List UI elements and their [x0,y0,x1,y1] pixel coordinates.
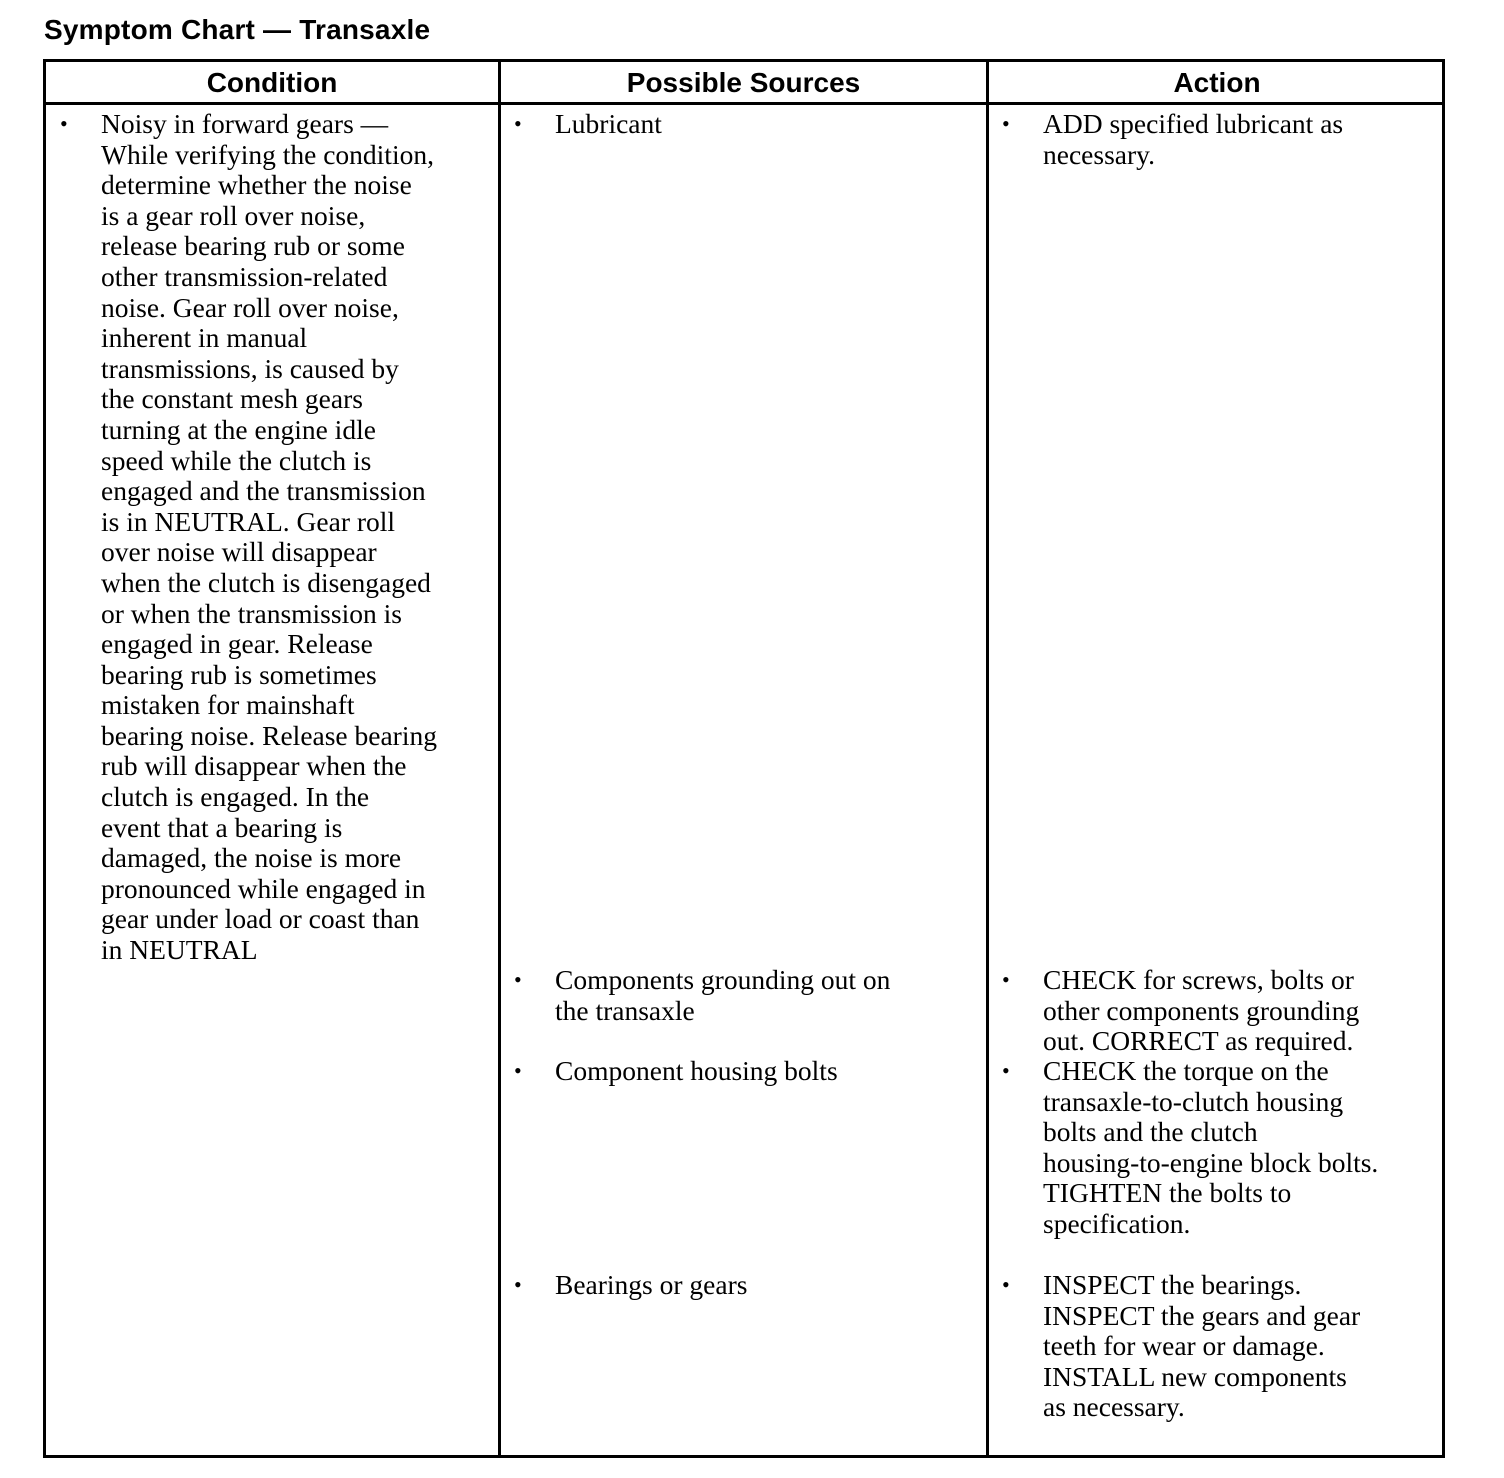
source-text [555,109,662,140]
text-line: pronounced while engaged in [101,872,426,904]
text-line: clutch is engaged. In the [101,781,370,813]
source-text [555,1056,838,1087]
text-line: INSPECT the bearings. [1043,1269,1302,1300]
text-line: rub will disappear when the [101,750,407,782]
text-line: teeth for wear or damage. [1043,1330,1325,1362]
source-text [555,1270,747,1301]
text-line: bolts and the clutch [1043,1116,1258,1148]
chart-title: Symptom Chart — Transaxle [44,14,431,45]
text-line: TIGHTEN the bolts to [1043,1177,1292,1209]
bullet-icon: • [1002,1058,1010,1083]
text-line: is a gear roll over noise, [101,199,366,231]
text-line: bearing rub is sometimes [101,658,377,690]
text-line: Components grounding out on [555,964,891,995]
text-line: when the clutch is disengaged [101,566,431,598]
bullet-icon: • [514,967,522,992]
header-divider [46,102,1442,105]
text-line: Bearings or gears [555,1269,748,1300]
text-line: out. CORRECT as required. [1043,1025,1354,1057]
text-line: turning at the engine idle [101,413,376,445]
text-line: engaged in gear. Release [101,628,373,660]
text-line: or when the transmission is [101,597,402,629]
text-line: the constant mesh gears [101,383,363,415]
text-line: determine whether the noise [101,169,412,201]
text-line: CHECK for screws, bolts or [1043,964,1354,995]
bullet-icon: • [60,111,68,136]
text-line: housing-to-engine block bolts. [1043,1146,1379,1178]
text-line: transaxle-to-clutch housing [1043,1085,1344,1117]
column-divider [986,62,989,1455]
text-line: mistaken for mainshaft [101,689,355,721]
source-text [555,965,890,1026]
text-line: event that a bearing is [101,811,343,843]
text-line: ADD specified lubricant as [1043,108,1344,139]
action-text [1043,1270,1360,1423]
text-line: Noisy in forward gears — [101,108,389,139]
text-line: necessary. [1043,138,1155,170]
action-text [1043,1056,1378,1240]
header-action: Action [1173,67,1261,98]
header-condition: Condition [206,67,338,98]
text-line: is in NEUTRAL. Gear roll [101,505,396,537]
header-possible-sources: Possible Sources [626,67,861,98]
text-line: as necessary. [1043,1391,1185,1423]
action-text [1043,965,1359,1057]
bullet-icon: • [514,1272,522,1297]
text-line: over noise will disappear [101,536,377,568]
bullet-icon: • [1002,967,1010,992]
text-line: INSTALL new components [1043,1360,1347,1392]
text-line: inherent in manual [101,322,308,354]
action-text [1043,109,1343,170]
text-line: While verifying the condition, [101,138,434,170]
text-line: bearing noise. Release bearing [101,719,437,751]
text-line: CHECK the torque on the [1043,1055,1329,1086]
text-line: other transmission-related [101,260,388,292]
text-line: damaged, the noise is more [101,842,402,874]
text-line: speed while the clutch is [101,444,372,476]
text-line: the transaxle [555,994,695,1026]
text-line: gear under load or coast than [101,903,420,935]
bullet-icon: • [1002,111,1010,136]
bullet-icon: • [514,1058,522,1083]
text-line: transmissions, is caused by [101,352,399,384]
text-line: Lubricant [555,108,662,139]
condition-text [101,109,437,966]
bullet-icon: • [514,111,522,136]
text-line: noise. Gear roll over noise, [101,291,399,323]
bullet-icon: • [1002,1272,1010,1297]
text-line: other components grounding [1043,994,1360,1026]
text-line: in NEUTRAL [101,934,258,966]
column-divider [498,62,501,1455]
symptom-table [43,59,1445,1458]
text-line: INSPECT the gears and gear [1043,1299,1361,1331]
text-line: specification. [1043,1207,1191,1239]
text-line: engaged and the transmission [101,475,426,507]
text-line: Component housing bolts [555,1055,838,1086]
text-line: release bearing rub or some [101,230,405,262]
